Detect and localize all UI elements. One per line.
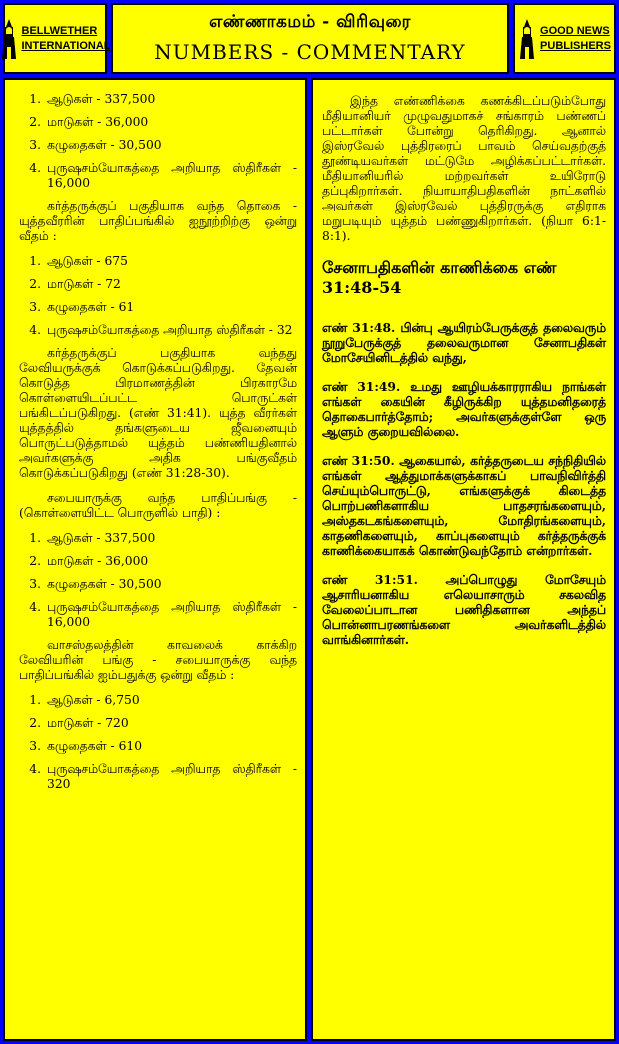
list-item: 3. கழுதைகள் - 61 (29, 300, 135, 314)
paragraph: சபையாருக்கு வந்த பாதிப்பங்கு - (கொள்ளையிட்ட பொருளில் பாதி) : (19, 491, 297, 520)
page-header (111, 3, 509, 74)
logo-left-line2: INTERNATIONAL (21, 39, 111, 52)
verse: எண் 31:49. உமது ஊழியக்காரராகிய நாங்கள் எங்கள் கையின் கீழிருக்கிற யுத்தமனிதரைத் தொகைபார்த்தோம்; அவர்களுக்குள்ளே ஒரு ஆளும் குறையவில்லை. (322, 379, 606, 439)
list-item: 2. மாடுகள் - 720 (29, 716, 129, 730)
left-column (3, 78, 307, 1041)
list-item: 3. கழுதைகள் - 30,500 (29, 138, 162, 152)
bell-tower-icon (518, 19, 536, 59)
section-title: சேனாபதிகளின் காணிக்கை எண் 31:48-54 (322, 258, 557, 297)
title-tamil: எண்ணாகமம் - விரிவுரை (209, 12, 411, 32)
logo-right (513, 3, 616, 74)
verse: எண் 31:51. அப்பொழுது மோசேயும் ஆசாரியனாகிய எலெயாசாரும் சகலவித வேலைப்பாடான பணிதிகளான அந்தப் பொன்னாபரணங்களை அவர்களிடத்தில் வாங்கினார்கள். (322, 572, 606, 647)
list-item: 1. ஆடுகள் - 675 (29, 254, 128, 268)
logo-left-line1: BELLWETHER (21, 24, 98, 37)
list-item: 3. கழுதைகள் - 30,500 (29, 577, 162, 591)
list-item: 2. மாடுகள் - 36,000 (29, 115, 149, 129)
list-item: 3. கழுதைகள் - 610 (29, 739, 143, 753)
verse: எண் 31:48. பின்பு ஆயிரம்பேருக்குத் தலைவரும் நூறுபேருக்குத் தலைவருமான சேனாபதிகள் மோசேயினிடத்தில் வந்து, (322, 320, 606, 365)
paragraph: இந்த எண்ணிக்கை கணக்கிடப்படும்போது மீதியானியர் முழுவதுமாகச் சங்காரம் பண்ணப் பட்டார்கள் போன்று தெரிகிறது. ஆனால் இஸ்ரவேல் புத்திரரைப் பாவம் செய்வதற்குத் தூண்டியவர்கள் மட்டுமே அழிக்கப்பட்டார்கள். மீதியானியரில் மற்றவர்கள் உயிரோடு தப்புகிறார்கள். நியாயாதிபதிகளின் நாட்களில் அவர்கள் இஸ்ரவேல் புத்திரருக்கு எதிராக மறுபடியும் யுத்தம் பண்ணுகிறார்கள். (நியா 6:1-8:1). (322, 94, 606, 243)
list-item: 1. ஆடுகள் - 6,750 (29, 693, 140, 707)
list-item: 2. மாடுகள் - 36,000 (29, 554, 149, 568)
logo-right-line2: PUBLISHERS (540, 39, 611, 52)
paragraph: கர்த்தருக்குப் பகுதியாக வந்த தொகை - யுத்தவீரரின் பாதிப்பங்கில் ஐநூற்றிற்கு ஒன்று வீதம் : (19, 199, 297, 243)
list-item: 4. புருஷசம்யோகத்தை அறியாத ஸ்திரீகள் - 320 (29, 762, 297, 791)
paragraph: கர்த்தருக்குப் பகுதியாக வந்தது லேவியருக்குக் கொடுக்கப்படுகிறது. தேவன் கொடுத்த பிரமாணத்தின் பிரகாரமே கொள்ளையிடப்பட்ட பொருட்கள் பங்கிடப்படுகிறது. (எண் 31:41). யுத்த வீரர்கள் யுத்தத்தில் தங்களுடைய ஜீவனையும் பொருட்படுத்தாமல் யுத்தம் பண்ணியதினால் அவர்களுக்கு அதிக பங்குவீதம் கொடுக்கப்படுகிறது (எண் 31:28-30). (19, 346, 297, 480)
title-english: NUMBERS - COMMENTARY (154, 40, 466, 64)
list-congregation-half (19, 531, 297, 630)
list-item: 1. ஆடுகள் - 337,500 (29, 531, 156, 545)
logo-left (3, 3, 111, 74)
list-item: 4. புருஷசம்யோகத்தை அறியாத ஸ்திரீகள் - 16,000 (29, 600, 297, 629)
paragraph: வாசஸ்தலத்தின் காவலைக் காக்கிற லேவியரின் பங்கு - சபையாருக்கு வந்த பாதிப்பங்கில் ஐம்பதுக்கு ஒன்று வீதம் : (19, 638, 297, 682)
list-lords-portion (19, 254, 297, 338)
list-item: 2. மாடுகள் - 72 (29, 277, 121, 291)
right-column (311, 78, 616, 1041)
logo-right-line1: GOOD NEWS (540, 24, 610, 37)
list-sheep-cattle-1 (19, 92, 297, 191)
list-item: 1. ஆடுகள் - 337,500 (29, 92, 156, 106)
bell-tower-icon (0, 19, 18, 59)
list-levites-portion (19, 693, 297, 792)
verse: எண் 31:50. ஆகையால், கர்த்தருடைய சந்நிதியில் எங்கள் ஆத்துமாக்களுக்காகப் பாவநிவிர்த்தி செய்யும்பொருட்டு, எங்களுக்குக் கிடைத்த பொற்பணிகளாகிய பாதசரங்களையும், அஸ்தகடகங்களையும், மோதிரங்களையும், காதணிகளையும், காப்புகளையும் கர்த்தருக்குக் காணிக்கையாகக் கொண்டுவந்தோம் என்றார்கள். (322, 453, 606, 558)
list-item: 4. புருஷசம்யோகத்தை அறியாத ஸ்திரீகள் - 32 (29, 323, 293, 337)
list-item: 4. புருஷசம்யோகத்தை அறியாத ஸ்திரீகள் - 16,000 (29, 161, 297, 190)
